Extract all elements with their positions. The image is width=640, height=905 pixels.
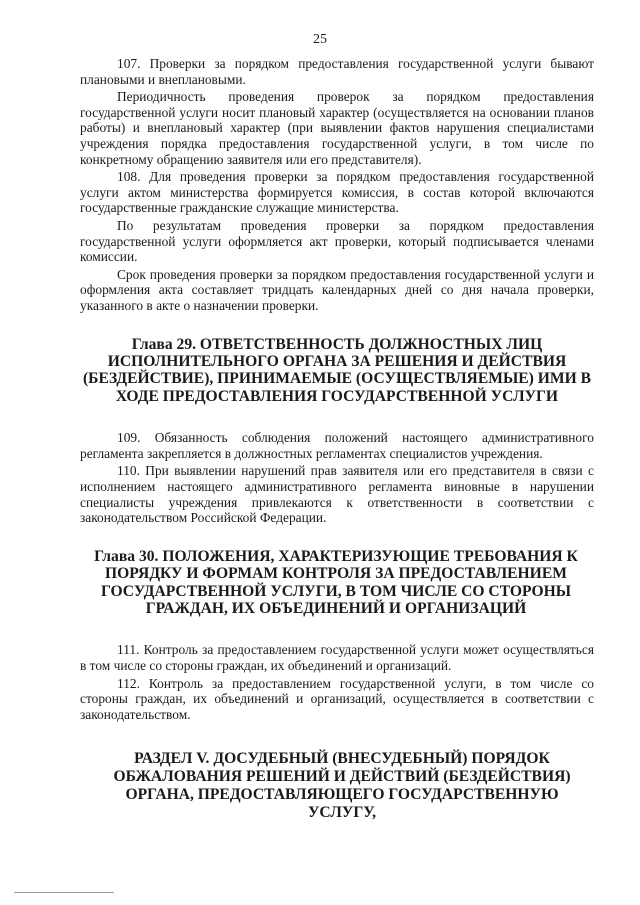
paragraph-107: 107. Проверки за порядком предоставления государственной услуги бывают плановыми и внеплановыми. bbox=[80, 56, 594, 87]
paragraph-111: 111. Контроль за предоставлением государственной услуги может осуществляться в том числе со стороны граждан, их объединений и организаций. bbox=[80, 642, 594, 673]
chapter-30-heading: Глава 30. ПОЛОЖЕНИЯ, ХАРАКТЕРИЗУЮЩИЕ ТРЕБОВАНИЯ К ПОРЯДКУ И ФОРМАМ КОНТРОЛЯ ЗА ПРЕДОСТАВЛЕНИЕМ ГОСУДАРСТВЕННОЙ УСЛУГИ, В ТОМ ЧИСЛЕ СО СТОРОНЫ ГРАЖДАН, ИХ ОБЪЕДИНЕНИЙ И ОРГАНИЗАЦИЙ bbox=[94, 547, 578, 617]
bottom-scan-rule bbox=[14, 892, 114, 893]
paragraph-110: 110. При выявлении нарушений прав заявителя или его представителя в связи с исполнением настоящего административного регламента виновные в нарушении специалисты учреждения привлекаются к ответственности в соответствии с законодательством Российской Федерации. bbox=[80, 463, 594, 526]
paragraph-inspection-frequency: Периодичность проведения проверок за порядком предоставления государственной услуги носит плановый характер (осуществляется на основании планов работы) и внеплановый характер (при выявлении фактов нарушения специалистами учреждения порядка предоставления государственной услуги, в том числе по конкретному обращению заявителя или его представителя). bbox=[80, 89, 594, 167]
document-body bbox=[80, 56, 594, 821]
section-v-heading: РАЗДЕЛ V. ДОСУДЕБНЫЙ (ВНЕСУДЕБНЫЙ) ПОРЯДОК ОБЖАЛОВАНИЯ РЕШЕНИЙ И ДЕЙСТВИЙ (БЕЗДЕЙСТВИЯ) ОРГАНА, ПРЕДОСТАВЛЯЮЩЕГО ГОСУДАРСТВЕННУЮ УСЛУГУ, bbox=[113, 750, 571, 821]
paragraph-109: 109. Обязанность соблюдения положений настоящего административного регламента закрепляется в должностных регламентах специалистов учреждения. bbox=[80, 430, 594, 461]
chapter-29-heading: Глава 29. ОТВЕТСТВЕННОСТЬ ДОЛЖНОСТНЫХ ЛИЦ ИСПОЛНИТЕЛЬНОГО ОРГАНА ЗА РЕШЕНИЯ И ДЕЙСТВИЯ (БЕЗДЕЙСТВИЕ), ПРИНИМАЕМЫЕ (ОСУЩЕСТВЛЯЕМЫЕ) ИМИ В ХОДЕ ПРЕДОСТАВЛЕНИЯ ГОСУДАРСТВЕННОЙ УСЛУГИ bbox=[82, 335, 592, 405]
paragraph-108: 108. Для проведения проверки за порядком предоставления государственной услуги актом министерства формируется комиссия, в состав которой включаются государственные гражданские служащие министерства. bbox=[80, 169, 594, 216]
paragraph-inspection-results: По результатам проведения проверки за порядком предоставления государственной услуги оформляется акт проверки, который подписывается членами комиссии. bbox=[80, 217, 594, 265]
paragraph-112: 112. Контроль за предоставлением государственной услуги, в том числе со стороны граждан, их объединений и организаций, осуществляется в соответствии с законодательством. bbox=[80, 675, 594, 722]
scan-margin-mark bbox=[8, 0, 9, 905]
paragraph-inspection-term: Срок проведения проверки за порядком предоставления государственной услуги и оформления акта составляет тридцать календарных дней со дня начала проверки, указанного в акте о назначении проверки. bbox=[80, 266, 594, 313]
page-number: 25 bbox=[313, 32, 327, 47]
